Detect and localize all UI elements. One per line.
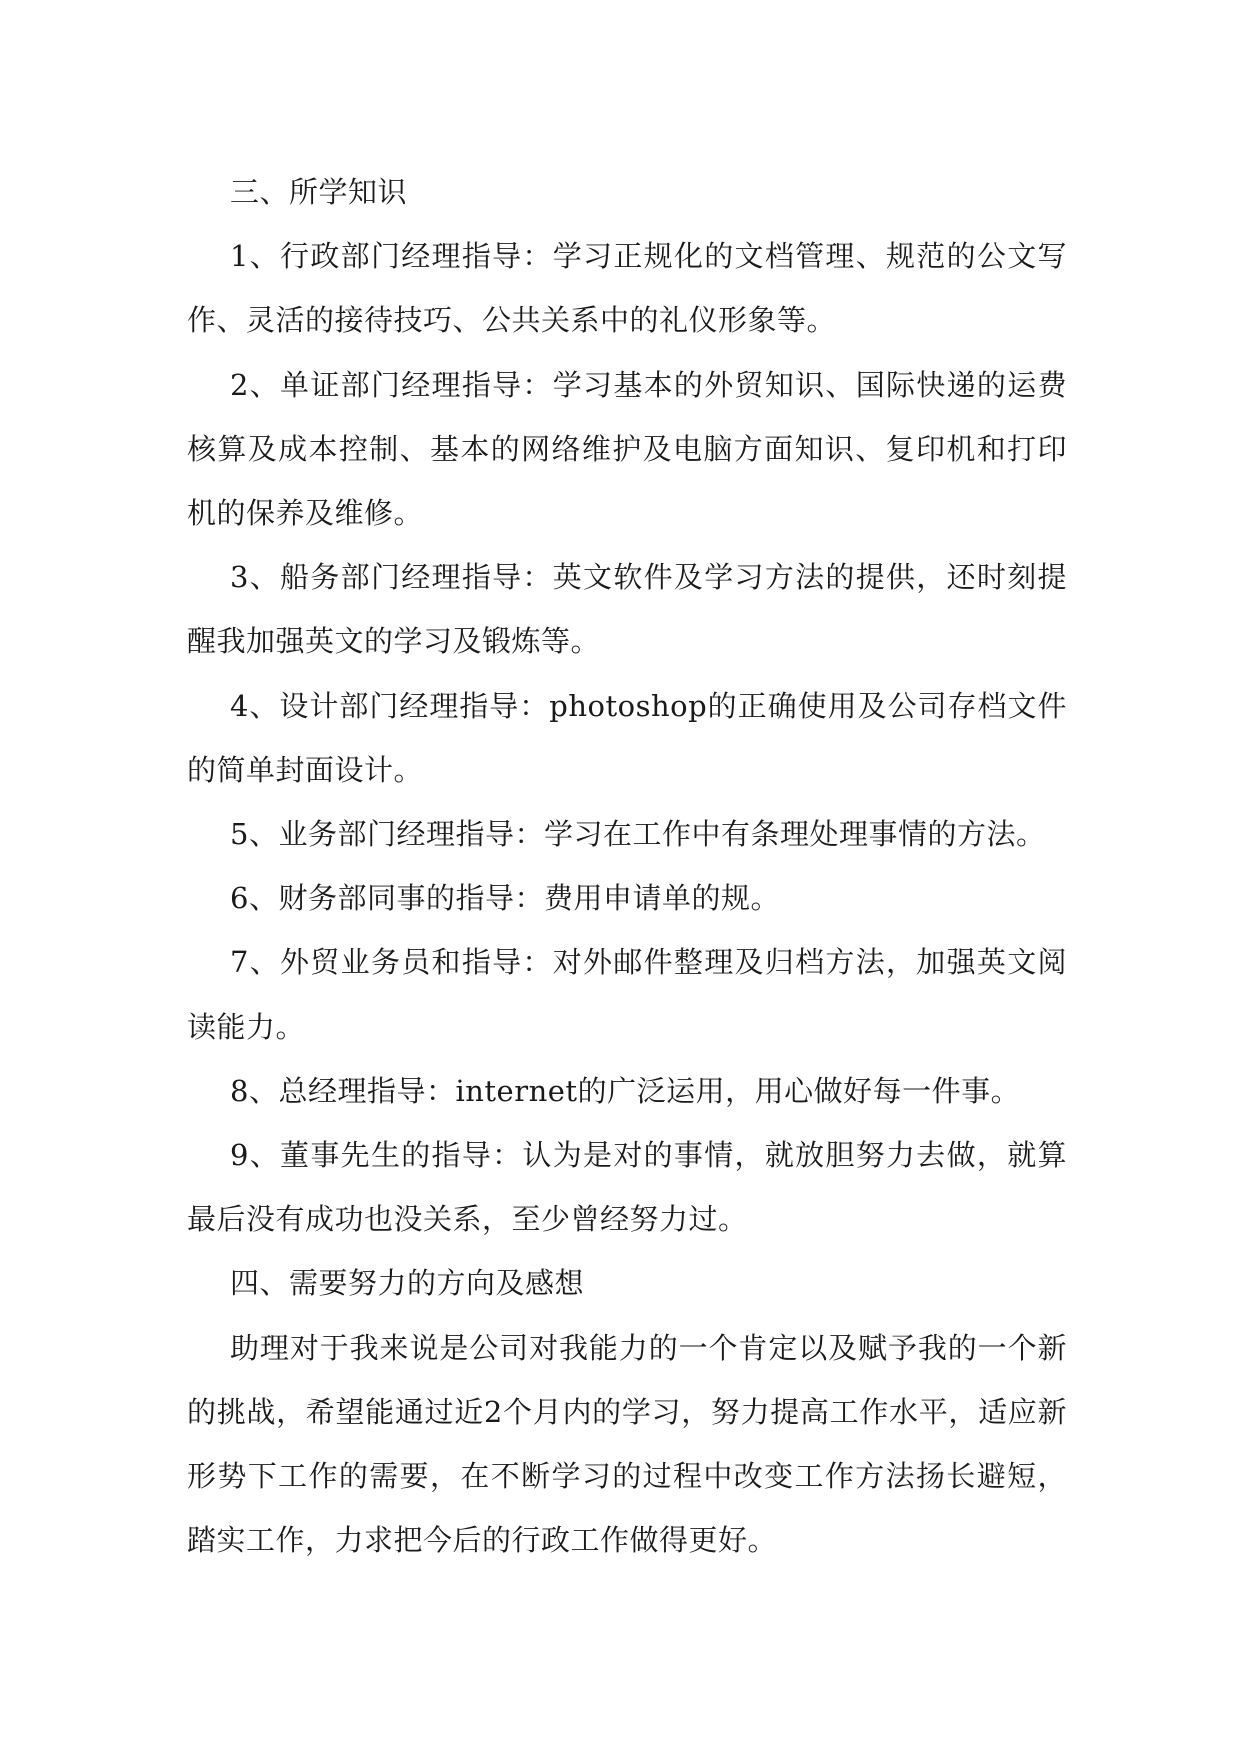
list-item-business-manager: 5、业务部门经理指导：学习在工作中有条理处理事情的方法。 [230, 817, 1046, 852]
list-item-shipping-manager: 3、船务部门经理指导：英文软件及学习方法的提供，还时刻提醒我加强英文的学习及锻炼等。 [187, 560, 1067, 659]
list-item-documents-manager: 2、单证部门经理指导：学习基本的外贸知识、国际快递的运费核算及成本控制、基本的网络维护及电脑方面知识、复印机和打印机的保养及维修。 [187, 367, 1067, 531]
list-item-finance-colleague: 6、财务部同事的指导：费用申请单的规。 [230, 881, 780, 916]
document-body [187, 160, 1067, 1572]
closing-paragraph: 助理对于我来说是公司对我能力的一个肯定以及赋予我的一个新的挑战，希望能通过近2个月内的学习，努力提高工作水平，适应新形势下工作的需要，在不断学习的过程中改变工作方法扬长避短，踏实工作，力求把今后的行政工作做得更好。 [187, 1330, 1067, 1558]
section-heading-direction-and-thoughts: 四、需要努力的方向及感想 [230, 1266, 585, 1301]
list-item-general-manager: 8、总经理指导：internet的广泛运用，用心做好每一件事。 [230, 1073, 1021, 1108]
list-item-admin-manager: 1、行政部门经理指导：学习正规化的文档管理、规范的公文写作、灵活的接待技巧、公共关系中的礼仪形象等。 [187, 239, 1067, 338]
section-heading-learned-knowledge: 三、所学知识 [230, 175, 408, 209]
list-item-director: 9、董事先生的指导：认为是对的事情，就放胆努力去做，就算最后没有成功也没关系，至少曾经努力过。 [187, 1138, 1067, 1237]
list-item-design-manager: 4、设计部门经理指导：photoshop的正确使用及公司存档文件的简单封面设计。 [187, 688, 1067, 787]
list-item-trade-clerk: 7、外贸业务员和指导：对外邮件整理及归档方法，加强英文阅读能力。 [187, 945, 1067, 1044]
